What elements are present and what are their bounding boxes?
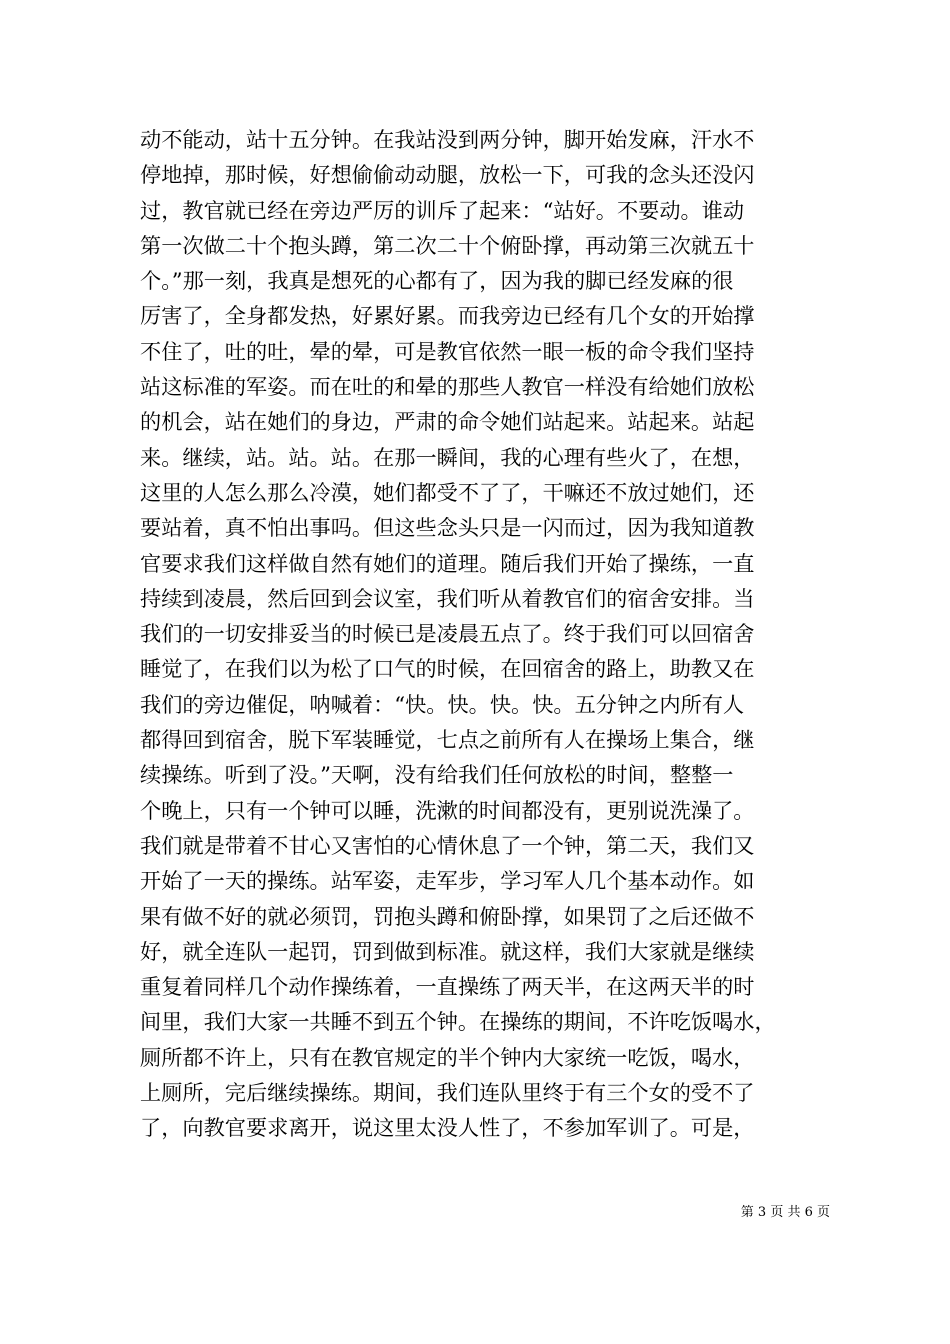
page-number: 第 3 页 共 6 页	[740, 1205, 830, 1220]
text-line: 果有做不好的就必须罚，罚抱头蹲和俯卧撑，如果罚了之后还做不	[140, 903, 755, 929]
text-line: 我们就是带着不甘心又害怕的心情休息了一个钟，第二天，我们又	[140, 832, 755, 858]
text-line: 不住了，吐的吐，晕的晕，可是教官依然一眼一板的命令我们坚持	[140, 338, 755, 364]
text-line: 睡觉了，在我们以为松了口气的时候，在回宿舍的路上，助教又在	[140, 656, 755, 682]
text-line: 好，就全连队一起罚，罚到做到标准。就这样，我们大家就是继续	[140, 938, 755, 964]
text-line: 官要求我们这样做自然有她们的道理。随后我们开始了操练，一直	[140, 550, 755, 576]
text-line: 动不能动，站十五分钟。在我站没到两分钟，脚开始发麻，汗水不	[140, 127, 755, 152]
text-line: 第一次做二十个抱头蹲，第二次二十个俯卧撑，再动第三次就五十	[140, 232, 755, 258]
text-line: 厕所都不许上，只有在教官规定的半个钟内大家统一吃饭，喝水，	[140, 1044, 755, 1070]
text-line: 过，教官就已经在旁边严厉的训斥了起来：“站好。不要动。谁动	[140, 197, 745, 223]
text-line: 间里，我们大家一共睡不到五个钟。在操练的期间，不许吃饭喝水，	[140, 1009, 776, 1035]
text-line: 站这标准的军姿。而在吐的和晕的那些人教官一样没有给她们放松	[140, 374, 755, 400]
text-line: 来。继续，站。站。站。在那一瞬间，我的心理有些火了，在想，	[140, 444, 755, 470]
text-line: 重复着同样几个动作操练着，一直操练了两天半，在这两天半的时	[140, 974, 755, 1000]
text-line: 上厕所，完后继续操练。期间，我们连队里终于有三个女的受不了	[140, 1080, 755, 1106]
text-line: 我们的一切安排妥当的时候已是凌晨五点了。终于我们可以回宿舍	[140, 621, 755, 647]
text-line: 个。”那一刻，我真是想死的心都有了，因为我的脚已经发麻的很	[140, 268, 734, 294]
text-line: 停地掉，那时候，好想偷偷动动腿，放松一下，可我的念头还没闪	[140, 162, 755, 188]
text-line: 要站着，真不怕出事吗。但这些念头只是一闪而过，因为我知道教	[140, 515, 755, 541]
document-body	[140, 122, 830, 1146]
text-line: 了，向教官要求离开，说这里太没人性了，不参加军训了。可是，	[140, 1115, 755, 1141]
text-line: 厉害了，全身都发热，好累好累。而我旁边已经有几个女的开始撑	[140, 303, 755, 329]
text-line: 续操练。听到了没。”天啊，没有给我们任何放松的时间，整整一	[140, 762, 734, 788]
text-line: 个晚上，只有一个钟可以睡，洗漱的时间都没有，更别说洗澡了。	[140, 797, 755, 823]
text-line: 这里的人怎么那么冷漠，她们都受不了了，干嘛还不放过她们，还	[140, 479, 755, 505]
text-line: 持续到凌晨，然后回到会议室，我们听从着教官们的宿舍安排。当	[140, 585, 755, 611]
text-line: 的机会，站在她们的身边，严肃的命令她们站起来。站起来。站起	[140, 409, 755, 435]
text-line: 我们的旁边催促，呐喊着：“快。快。快。快。五分钟之内所有人	[140, 691, 745, 717]
text-line: 都得回到宿舍，脱下军装睡觉，七点之前所有人在操场上集合，继	[140, 727, 755, 753]
text-line: 开始了一天的操练。站军姿，走军步，学习军人几个基本动作。如	[140, 868, 755, 894]
